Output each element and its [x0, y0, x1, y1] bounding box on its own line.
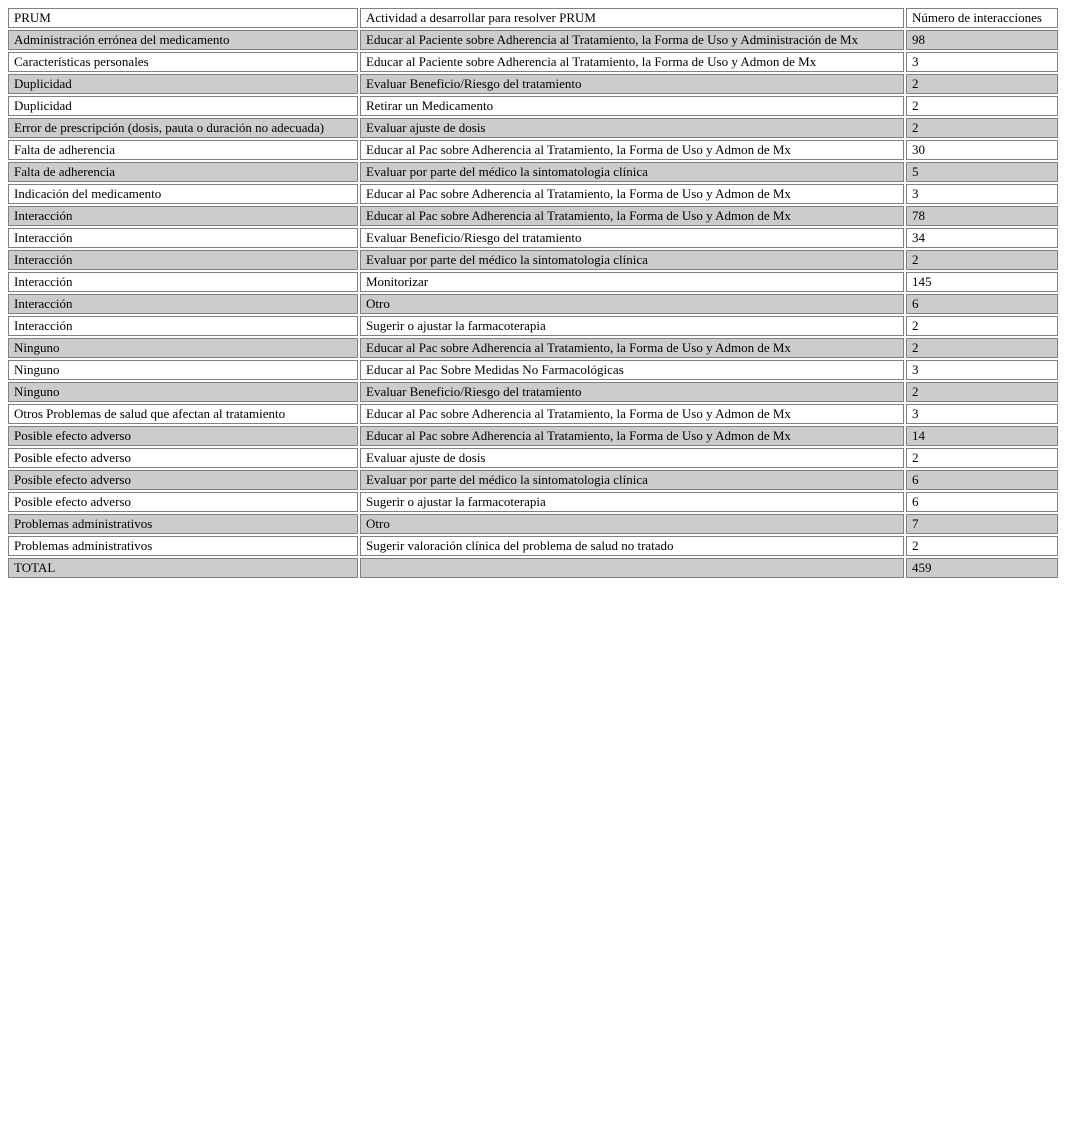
cell-actividad: Educar al Pac sobre Adherencia al Tratamiento, la Forma de Uso y Admon de Mx: [360, 404, 904, 424]
cell-prum: TOTAL: [8, 558, 358, 578]
cell-prum: Posible efecto adverso: [8, 426, 358, 446]
cell-actividad: Evaluar Beneficio/Riesgo del tratamiento: [360, 228, 904, 248]
header-prum: PRUM: [8, 8, 358, 28]
cell-numero: 30: [906, 140, 1058, 160]
cell-actividad: Educar al Pac sobre Adherencia al Tratamiento, la Forma de Uso y Admon de Mx: [360, 206, 904, 226]
cell-prum: Ninguno: [8, 338, 358, 358]
table-row: [8, 404, 1058, 424]
table-row: [8, 426, 1058, 446]
cell-numero: 3: [906, 184, 1058, 204]
cell-numero: 5: [906, 162, 1058, 182]
cell-prum: Duplicidad: [8, 74, 358, 94]
cell-numero: 34: [906, 228, 1058, 248]
cell-prum: Duplicidad: [8, 96, 358, 116]
cell-prum: Problemas administrativos: [8, 514, 358, 534]
cell-numero: 6: [906, 492, 1058, 512]
cell-actividad: [360, 558, 904, 578]
cell-prum: Posible efecto adverso: [8, 448, 358, 468]
cell-prum: Interacción: [8, 206, 358, 226]
table-row: [8, 140, 1058, 160]
cell-prum: Interacción: [8, 250, 358, 270]
cell-numero: 3: [906, 52, 1058, 72]
table-row: [8, 74, 1058, 94]
cell-numero: 2: [906, 382, 1058, 402]
cell-actividad: Educar al Pac sobre Adherencia al Tratamiento, la Forma de Uso y Admon de Mx: [360, 426, 904, 446]
header-numero: Número de interacciones: [906, 8, 1058, 28]
cell-actividad: Evaluar por parte del médico la sintomatologia clínica: [360, 162, 904, 182]
table-row: [8, 338, 1058, 358]
cell-actividad: Educar al Paciente sobre Adherencia al Tratamiento, la Forma de Uso y Admon de Mx: [360, 52, 904, 72]
cell-actividad: Sugerir o ajustar la farmacoterapia: [360, 316, 904, 336]
table-row: [8, 52, 1058, 72]
table-row: [8, 382, 1058, 402]
cell-actividad: Educar al Pac sobre Adherencia al Tratamiento, la Forma de Uso y Admon de Mx: [360, 338, 904, 358]
header-actividad: Actividad a desarrollar para resolver PRUM: [360, 8, 904, 28]
cell-prum: Interacción: [8, 228, 358, 248]
cell-actividad: Evaluar por parte del médico la sintomatologia clínica: [360, 250, 904, 270]
cell-prum: Error de prescripción (dosis, pauta o duración no adecuada): [8, 118, 358, 138]
table-row: [8, 316, 1058, 336]
cell-prum: Interacción: [8, 316, 358, 336]
cell-prum: Indicación del medicamento: [8, 184, 358, 204]
table-row: [8, 184, 1058, 204]
cell-numero: 14: [906, 426, 1058, 446]
cell-prum: Interacción: [8, 272, 358, 292]
cell-prum: Falta de adherencia: [8, 162, 358, 182]
cell-actividad: Evaluar Beneficio/Riesgo del tratamiento: [360, 382, 904, 402]
table-row: [8, 118, 1058, 138]
cell-prum: Características personales: [8, 52, 358, 72]
cell-numero: 6: [906, 470, 1058, 490]
table-row: [8, 470, 1058, 490]
cell-actividad: Evaluar ajuste de dosis: [360, 448, 904, 468]
table-row: [8, 162, 1058, 182]
table-row: [8, 30, 1058, 50]
cell-prum: Otros Problemas de salud que afectan al tratamiento: [8, 404, 358, 424]
cell-prum: Interacción: [8, 294, 358, 314]
cell-actividad: Sugerir o ajustar la farmacoterapia: [360, 492, 904, 512]
cell-actividad: Educar al Pac sobre Adherencia al Tratamiento, la Forma de Uso y Admon de Mx: [360, 184, 904, 204]
cell-numero: 78: [906, 206, 1058, 226]
cell-numero: 2: [906, 74, 1058, 94]
table-row: [8, 96, 1058, 116]
table-row: [8, 272, 1058, 292]
cell-numero: 145: [906, 272, 1058, 292]
cell-numero: 2: [906, 536, 1058, 556]
table-row: [8, 448, 1058, 468]
cell-actividad: Monitorizar: [360, 272, 904, 292]
cell-prum: Falta de adherencia: [8, 140, 358, 160]
cell-numero: 2: [906, 338, 1058, 358]
cell-numero: 3: [906, 404, 1058, 424]
cell-prum: Posible efecto adverso: [8, 470, 358, 490]
cell-prum: Problemas administrativos: [8, 536, 358, 556]
cell-numero: 2: [906, 316, 1058, 336]
total-row: [8, 558, 1058, 578]
cell-numero: 2: [906, 96, 1058, 116]
cell-numero: 3: [906, 360, 1058, 380]
table-body: [8, 8, 1058, 578]
cell-numero: 459: [906, 558, 1058, 578]
cell-actividad: Otro: [360, 514, 904, 534]
table-row: [8, 514, 1058, 534]
prum-table: [6, 6, 1060, 580]
cell-actividad: Otro: [360, 294, 904, 314]
table-row: [8, 492, 1058, 512]
cell-prum: Ninguno: [8, 360, 358, 380]
table-header-row: [8, 8, 1058, 28]
cell-prum: Posible efecto adverso: [8, 492, 358, 512]
table-row: [8, 228, 1058, 248]
cell-actividad: Educar al Paciente sobre Adherencia al Tratamiento, la Forma de Uso y Administración de Mx: [360, 30, 904, 50]
cell-actividad: Educar al Pac sobre Adherencia al Tratamiento, la Forma de Uso y Admon de Mx: [360, 140, 904, 160]
cell-numero: 2: [906, 250, 1058, 270]
cell-actividad: Evaluar por parte del médico la sintomatologia clínica: [360, 470, 904, 490]
cell-actividad: Educar al Pac Sobre Medidas No Farmacológicas: [360, 360, 904, 380]
table-row: [8, 206, 1058, 226]
cell-actividad: Evaluar Beneficio/Riesgo del tratamiento: [360, 74, 904, 94]
table-row: [8, 250, 1058, 270]
table-row: [8, 294, 1058, 314]
cell-prum: Administración errónea del medicamento: [8, 30, 358, 50]
cell-numero: 98: [906, 30, 1058, 50]
table-row: [8, 536, 1058, 556]
cell-numero: 2: [906, 448, 1058, 468]
cell-actividad: Retirar un Medicamento: [360, 96, 904, 116]
table-row: [8, 360, 1058, 380]
cell-numero: 7: [906, 514, 1058, 534]
cell-numero: 6: [906, 294, 1058, 314]
cell-actividad: Sugerir valoración clínica del problema de salud no tratado: [360, 536, 904, 556]
cell-numero: 2: [906, 118, 1058, 138]
cell-actividad: Evaluar ajuste de dosis: [360, 118, 904, 138]
cell-prum: Ninguno: [8, 382, 358, 402]
